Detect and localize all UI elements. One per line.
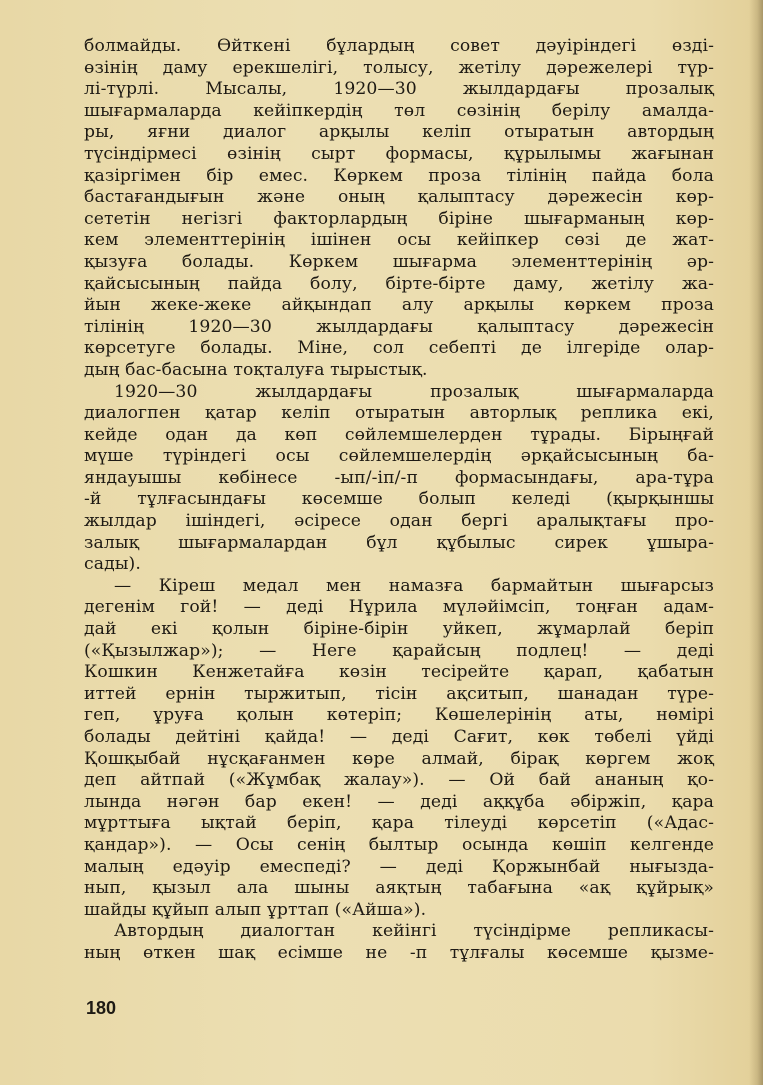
text-line: лында нәгән бар екен! — деді аққұба әбіржіп, қара [84,791,714,812]
text-line: дай екі қолын біріне-бірін уйкеп, жұмарлай беріп [84,619,714,640]
paragraph-start-line: 1920—30 жылдардағы прозалық шығармаларда [114,381,714,402]
text-line: болмайды. Өйткені бұлардың совет дәуіріндегі өзді- [84,36,714,56]
text-line: Қошқыбай нұсқағанмен көре алмай, бірақ көргем жоқ [84,748,714,769]
text-line: болады дейтіні қайда! — деді Сағит, көк төбелі үйді [84,727,714,747]
text-line: мүше түріндегі осы сөйлемшелердің әрқайсысының ба- [84,446,714,467]
text-line: диалогпен қатар келіп отыратын авторлық реплика екі, [84,403,714,424]
text-line: түсіндірмесі өзінің сырт формасы, құрылымы жағынан [84,143,714,164]
text-line: малың едәуір емеспеді? — деді Қоржынбай нығызда- [84,856,714,877]
text-line: ның өткен шақ есімше не -п тұлғалы көсемше қызме- [84,942,714,963]
text-line: қайсысының пайда болу, біртe-біртe даму, жетілу жа- [84,273,714,294]
text-line: геп, ұруға қолын көтеріп; Көшелерінің аты, нөмірі [84,705,714,726]
text-line: бастағандығын және оның қалыптасу дәрежесін көр- [84,187,714,208]
text-line: йын жеке-жеке айқындап алу арқылы көркем проза [84,295,714,316]
text-line: шығармаларда кейіпкердің төл сөзінің берілу амалда- [84,100,714,121]
text-line: кейде одан да көп сөйлемшелерден тұрады. Бірыңғай [84,424,714,445]
text-line: шайды құйып алып ұрттап («Айша»). [84,899,427,920]
text-line: Кошкин Кенжетайға көзін тесірейте қарап, қабатын [84,662,714,683]
text-line: деп айтпай («Жұмбақ жалау»). — Ой бай ананың қо- [84,770,714,791]
text-line: дың бас-басына тоқталуға тырыстық. [84,359,428,380]
paragraph-start-line: Автордың диалогтан кейінгі түсіндірме репликасы- [114,921,714,942]
text-line: яндауышы көбінесе -ып/-іп/-п формасындағы, ара-тұра [84,467,714,488]
text-line: («Қызылжар»); — Неге қарайсың подлец! — деді [84,640,714,661]
text-line: -й тұлғасындағы көсемше болып келеді (қырқыншы [84,489,714,510]
text-line: ры, яғни диалог арқылы келіп отыратын автордың [84,122,714,143]
text-line: қандар»). — Осы сенің былтыр осында көшіп келгенде [84,834,714,855]
page-number: 180 [86,998,117,1018]
text-line: тілінің 1920—30 жылдардағы қалыптасу дәрежесін [84,316,714,337]
paragraph-start-line: — Кіреш медал мен намазға бармайтын шығарсыз [114,575,714,596]
text-line: иттей ернін тыржитып, тісін ақситып, шанадан түре- [84,683,714,704]
text-line: дегенім гой! — деді Нұрила мүләйімсіп, тоңған адам- [84,597,714,618]
text-line: залық шығармалардан бұл құбылыс сирек ұшыра- [84,532,714,553]
text-line: өзінің даму ерекшелігі, толысу, жетілу дәрежелері түр- [84,57,714,78]
body-text [84,36,714,965]
text-line: нып, қызыл ала шыны аяқтың табағына «ақ құйрық» [84,878,714,899]
text-line: кем элементтерінің ішінен осы кейіпкер сөзі де жат- [84,230,714,251]
text-line: мұрттыға ықтай беріп, қара тілеуді көрсетіп («Адас- [84,813,714,834]
text-line: лі-түрлі. Мысалы, 1920—30 жылдардағы прозалық [84,79,714,100]
text-line: қызуға болады. Көркем шығарма элементтерінің әр- [84,251,714,272]
text-line: сады). [84,554,141,575]
text-line: сететін негізгі факторлардың біріне шығарманың көр- [84,208,714,229]
text-line: қазіргімен бір емес. Көркем проза тілінің пайда бола [84,165,714,186]
text-line: жылдар ішіндегі, әсіресе одан бергі аралықтағы про- [84,511,714,532]
page-edge-shadow [749,0,763,1085]
text-line: көрсетуге болады. Міне, сол себепті де ілгеріде олар- [84,338,714,359]
